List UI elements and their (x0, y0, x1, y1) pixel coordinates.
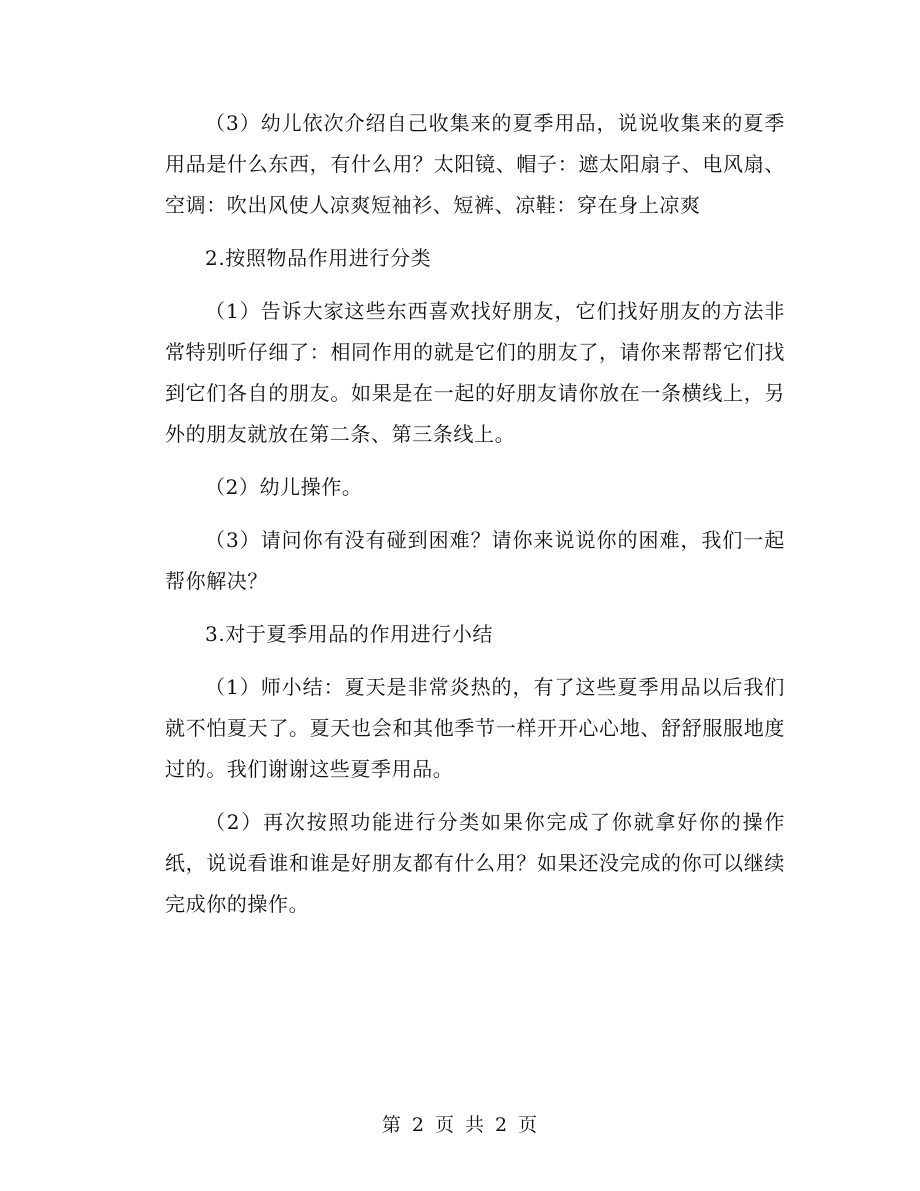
paragraph-children-operate: （2）幼儿操作。 (205, 475, 363, 499)
footer-page-prefix: 第 (381, 1114, 402, 1136)
footer-total-prefix: 共 (465, 1114, 486, 1136)
paragraph-find-friends: （1）告诉大家这些东西喜欢找好朋友，它们找好朋友的方法非常特别听仔细了：相同作用的就是它们的朋友了，请你来帮帮它们找到它们各自的朋友。如果是在一起的好朋友请你放在一条横线上，另外的朋友就放在第二条、第三条线上。 (165, 299, 785, 446)
footer-total-unit: 页 (518, 1114, 539, 1136)
section-heading-classify: 2.按照物品作用进行分类 (205, 246, 432, 270)
paragraph-reclassify: （2）再次按照功能进行分类如果你完成了你就拿好你的操作纸，说说看谁和谁是好朋友都有什么用？如果还没完成的你可以继续完成你的操作。 (165, 810, 785, 916)
section-heading-summary: 3.对于夏季用品的作用进行小结 (205, 622, 494, 646)
footer-page-current: 2 (411, 1114, 425, 1136)
paragraph-teacher-summary: （1）师小结：夏天是非常炎热的，有了这些夏季用品以后我们就不怕夏天了。夏天也会和其他季节一样开开心心地、舒舒服服地度过的。我们谢谢这些夏季用品。 (165, 675, 785, 781)
paragraph-intro-items: （3）幼儿依次介绍自己收集来的夏季用品，说说收集来的夏季用品是什么东西，有什么用？太阳镜、帽子：遮太阳扇子、电风扇、空调：吹出风使人凉爽短袖衫、短裤、凉鞋：穿在身上凉爽 (165, 111, 785, 217)
document-body (165, 103, 785, 937)
footer-page-unit: 页 (434, 1114, 455, 1136)
paragraph-difficulties: （3）请问你有没有碰到困难？请你来说说你的困难，我们一起帮你解决？ (165, 528, 785, 593)
page-footer (0, 1110, 920, 1137)
footer-page-total: 2 (495, 1114, 509, 1136)
